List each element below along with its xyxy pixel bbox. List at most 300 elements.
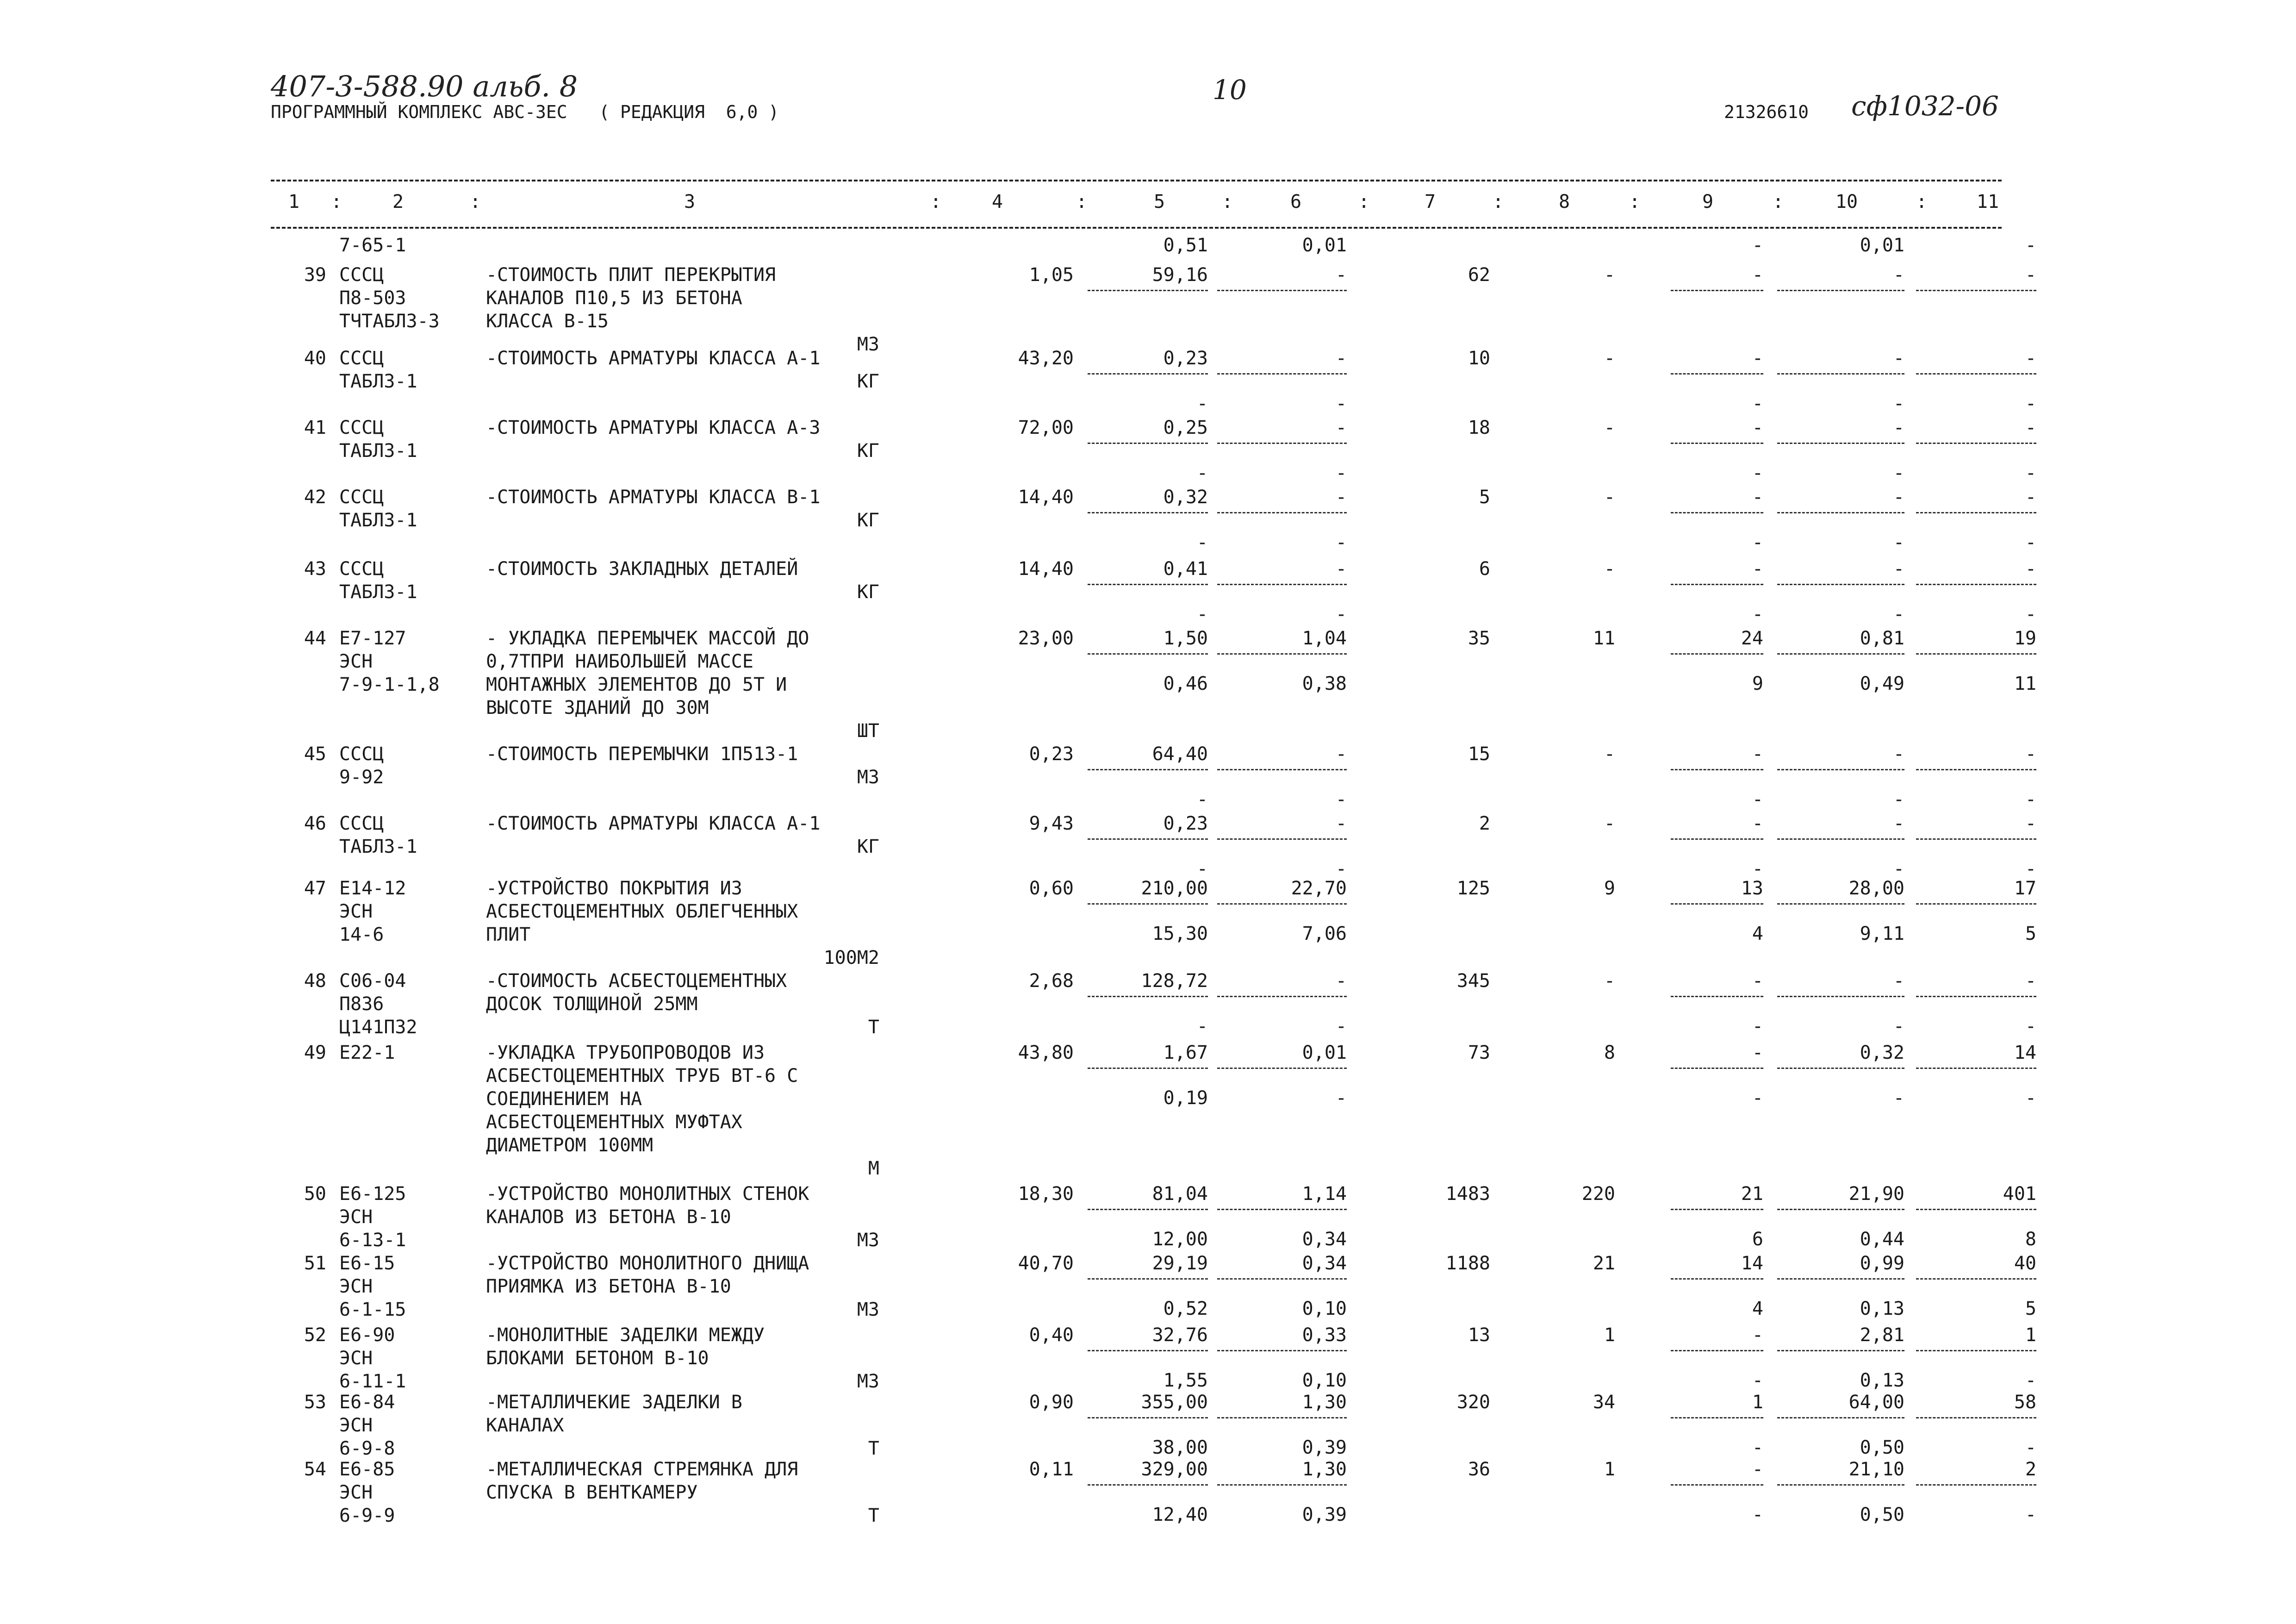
row-description: -СТОИМОСТЬ ЗАКЛАДНЫХ ДЕТАЛЕЙ: [486, 558, 798, 580]
row-c5-top: 1,50: [1163, 628, 1208, 649]
row-c9-top: -: [1752, 813, 1763, 834]
row-c10-divider: [1777, 1278, 1904, 1280]
row-code: ЭСН: [339, 1482, 373, 1503]
row-c11-divider: [1916, 769, 2036, 770]
row-c6-divider: [1217, 1068, 1347, 1069]
row-c5-bottom: -: [1196, 858, 1208, 880]
row-c11-bottom: -: [2025, 1437, 2036, 1458]
row-number: 50: [304, 1183, 326, 1205]
row-c9-bottom: 4: [1752, 1298, 1763, 1319]
row-c6-bottom: 0,39: [1302, 1504, 1347, 1525]
row-quantity: 0,60: [1029, 878, 1074, 899]
row-c5-top: 355,00: [1141, 1392, 1208, 1413]
row-c7: 5: [1479, 487, 1490, 508]
column-separator: :: [1493, 191, 1504, 212]
row-code: С06-04: [339, 970, 406, 992]
row-quantity: 43,20: [1018, 348, 1074, 369]
row-c10-top: -: [1893, 348, 1904, 369]
row-c5-divider: [1088, 769, 1208, 770]
row-c10-top: -: [1893, 487, 1904, 508]
row-c5-divider: [1088, 290, 1208, 291]
row-c11-top: 14: [2014, 1042, 2036, 1063]
row-unit: КГ: [857, 440, 879, 462]
row-description: -СТОИМОСТЬ АРМАТУРЫ КЛАССА В-1: [486, 487, 821, 508]
row-c5-top: 32,76: [1152, 1324, 1208, 1346]
row-c10-divider: [1777, 769, 1904, 770]
row-c11-top: -: [2025, 558, 2036, 580]
row-code: ТАБЛ3-1: [339, 836, 417, 857]
row-unit: М: [868, 1158, 879, 1179]
row-description: -СТОИМОСТЬ ПЛИТ ПЕРЕКРЫТИЯ: [486, 264, 776, 286]
row-c6-top: 0,01: [1302, 1042, 1347, 1063]
row-unit: Т: [868, 1505, 879, 1526]
row-c11-top: 17: [2014, 878, 2036, 899]
row-code: ЭСН: [339, 1276, 373, 1297]
row-c9-divider: [1671, 373, 1763, 375]
row-c10-top: -: [1893, 813, 1904, 834]
row-c5-bottom: 0,46: [1163, 673, 1208, 694]
row-number: 45: [304, 743, 326, 765]
row-code: 6-13-1: [339, 1230, 406, 1251]
row-c11-bottom: -: [2025, 1016, 2036, 1037]
row-code: 6-9-8: [339, 1438, 395, 1459]
row-c8: 1: [1604, 1459, 1615, 1480]
row-c9-divider: [1671, 1417, 1763, 1418]
row-c8: -: [1604, 743, 1615, 765]
row-c9-bottom: -: [1752, 1087, 1763, 1109]
row-c10-bottom: -: [1893, 532, 1904, 553]
row-c11-top: 19: [2014, 628, 2036, 649]
row-c10-bottom: -: [1893, 393, 1904, 414]
row-c9-top: -: [1752, 348, 1763, 369]
row-c10-top: 0,32: [1860, 1042, 1904, 1063]
page-number: 10: [1213, 74, 1247, 106]
row-c5-divider: [1088, 903, 1208, 905]
row-code: Е6-85: [339, 1459, 395, 1480]
row-quantity: 72,00: [1018, 417, 1074, 438]
row-c7: 2: [1479, 813, 1490, 834]
row-c5-divider: [1088, 443, 1208, 444]
column-separator: :: [930, 191, 942, 212]
row-c6-bottom: -: [1335, 604, 1347, 625]
row-c10-divider: [1777, 584, 1904, 585]
row-c6-top: -: [1335, 813, 1347, 834]
row-c6-divider: [1217, 512, 1347, 513]
column-header-1: 1: [288, 191, 300, 212]
row-c5-divider: [1088, 584, 1208, 585]
row-code: 6-11-1: [339, 1371, 406, 1392]
row-c11-bottom: 5: [2025, 1298, 2036, 1319]
row-code: Е22-1: [339, 1042, 395, 1063]
row-c11-divider: [1916, 838, 2036, 840]
row-c11-top: 401: [2003, 1183, 2036, 1205]
row-c5-divider: [1088, 653, 1208, 655]
row-c10-bottom: 0,44: [1860, 1229, 1904, 1250]
row-c5-bottom: -: [1196, 604, 1208, 625]
row-description: АСБЕСТОЦЕМЕНТНЫХ ОБЛЕГЧЕННЫХ: [486, 901, 798, 922]
row-c10-bottom: -: [1893, 858, 1904, 880]
row-number: 51: [304, 1253, 326, 1274]
row-c9-bottom: -: [1752, 1437, 1763, 1458]
row-c5-top: 210,00: [1141, 878, 1208, 899]
row-c5-top: 29,19: [1152, 1253, 1208, 1274]
row-c5-divider: [1088, 996, 1208, 997]
row-c9-top: 21: [1741, 1183, 1763, 1205]
row-unit: КГ: [857, 836, 879, 857]
row-c6-bottom: -: [1335, 858, 1347, 880]
row-description: КЛАССА В-15: [486, 311, 609, 332]
row-number: 47: [304, 878, 326, 899]
row-unit: 100М2: [823, 947, 879, 968]
row-c9-bottom: -: [1752, 1016, 1763, 1037]
column-separator: :: [1629, 191, 1641, 212]
row-c9-divider: [1671, 443, 1763, 444]
carryover-col9: -: [1752, 235, 1763, 256]
row-c5-bottom: 15,30: [1152, 923, 1208, 944]
row-c9-bottom: -: [1752, 858, 1763, 880]
row-code: Е6-90: [339, 1324, 395, 1346]
row-c8: 220: [1581, 1183, 1615, 1205]
table-top-rule: [271, 180, 2002, 181]
row-c6-bottom: -: [1335, 462, 1347, 484]
column-header-10: 10: [1835, 191, 1858, 212]
row-number: 39: [304, 264, 326, 286]
row-unit: М3: [857, 1299, 879, 1320]
row-c5-top: 0,41: [1163, 558, 1208, 580]
row-quantity: 14,40: [1018, 558, 1074, 580]
row-c10-top: 28,00: [1848, 878, 1904, 899]
row-description: -УКЛАДКА ТРУБОПРОВОДОВ ИЗ: [486, 1042, 765, 1063]
row-description: - УКЛАДКА ПЕРЕМЫЧЕК МАССОЙ ДО: [486, 628, 809, 649]
row-c5-top: 0,23: [1163, 813, 1208, 834]
row-c5-divider: [1088, 1484, 1208, 1486]
program-line: ПРОГРАММНЫЙ КОМПЛЕКС АВС-3ЕС ( РЕДАКЦИЯ 6,0 ): [271, 102, 779, 122]
row-description: -МЕТАЛЛИЧЕКИЕ ЗАДЕЛКИ В: [486, 1392, 742, 1413]
row-code: ЭСН: [339, 1206, 373, 1228]
row-c9-bottom: 4: [1752, 923, 1763, 944]
row-description: АСБЕСТОЦЕМЕНТНЫХ ТРУБ ВТ-6 С: [486, 1065, 798, 1087]
row-c9-divider: [1671, 996, 1763, 997]
row-c6-top: 1,30: [1302, 1459, 1347, 1480]
row-c8: -: [1604, 970, 1615, 992]
row-code: ТАБЛ3-1: [339, 371, 417, 392]
row-c6-divider: [1217, 1417, 1347, 1418]
row-c5-divider: [1088, 838, 1208, 840]
row-c9-top: -: [1752, 970, 1763, 992]
row-c10-top: 64,00: [1848, 1392, 1904, 1413]
row-c9-divider: [1671, 1350, 1763, 1351]
row-c5-bottom: 0,52: [1163, 1298, 1208, 1319]
row-c6-top: 1,14: [1302, 1183, 1347, 1205]
row-number: 41: [304, 417, 326, 438]
row-c7: 36: [1468, 1459, 1490, 1480]
row-c5-divider: [1088, 1209, 1208, 1210]
column-separator: :: [1076, 191, 1088, 212]
row-c6-top: -: [1335, 558, 1347, 580]
row-c9-divider: [1671, 903, 1763, 905]
row-c5-bottom: -: [1196, 532, 1208, 553]
row-c6-bottom: 0,38: [1302, 673, 1347, 694]
row-number: 43: [304, 558, 326, 580]
row-c5-top: 1,67: [1163, 1042, 1208, 1063]
row-c9-divider: [1671, 769, 1763, 770]
column-separator: :: [1916, 191, 1928, 212]
row-code: Е6-15: [339, 1253, 395, 1274]
row-c8: -: [1604, 558, 1615, 580]
row-description: СПУСКА В ВЕНТКАМЕРУ: [486, 1482, 698, 1503]
row-c11-top: -: [2025, 487, 2036, 508]
row-c10-bottom: 0,49: [1860, 673, 1904, 694]
row-c10-top: 2,81: [1860, 1324, 1904, 1346]
row-code: СССЦ: [339, 417, 384, 438]
row-quantity: 0,40: [1029, 1324, 1074, 1346]
row-c11-bottom: 11: [2014, 673, 2036, 694]
column-separator: :: [1358, 191, 1370, 212]
row-description: -СТОИМОСТЬ ПЕРЕМЫЧКИ 1П513-1: [486, 743, 798, 765]
row-description: -СТОИМОСТЬ АРМАТУРЫ КЛАССА А-3: [486, 417, 821, 438]
row-c8: -: [1604, 348, 1615, 369]
row-c5-divider: [1088, 512, 1208, 513]
row-c6-bottom: 0,34: [1302, 1229, 1347, 1250]
row-c6-top: 22,70: [1291, 878, 1347, 899]
row-c6-bottom: 0,10: [1302, 1298, 1347, 1319]
row-c5-top: 81,04: [1152, 1183, 1208, 1205]
row-quantity: 14,40: [1018, 487, 1074, 508]
row-c11-bottom: -: [2025, 789, 2036, 810]
row-number: 42: [304, 487, 326, 508]
row-c8: 11: [1593, 628, 1615, 649]
row-description: КАНАЛОВ П10,5 ИЗ БЕТОНА: [486, 287, 742, 309]
row-c5-divider: [1088, 373, 1208, 375]
row-c6-top: -: [1335, 970, 1347, 992]
row-c6-bottom: -: [1335, 1016, 1347, 1037]
row-c6-divider: [1217, 1350, 1347, 1351]
row-quantity: 0,11: [1029, 1459, 1074, 1480]
row-c9-divider: [1671, 838, 1763, 840]
document-number: 21326610: [1724, 102, 1809, 122]
row-code: 7-9-1-1,8: [339, 674, 440, 695]
row-c9-divider: [1671, 1068, 1763, 1069]
row-c9-divider: [1671, 1209, 1763, 1210]
row-c6-bottom: -: [1335, 1087, 1347, 1109]
row-c9-top: -: [1752, 417, 1763, 438]
row-c5-bottom: -: [1196, 1016, 1208, 1037]
row-code: П8-503: [339, 287, 406, 309]
row-c11-divider: [1916, 1350, 2036, 1351]
row-c5-top: 59,16: [1152, 264, 1208, 286]
row-c5-bottom: 12,40: [1152, 1504, 1208, 1525]
row-c8: 8: [1604, 1042, 1615, 1063]
row-c9-bottom: -: [1752, 789, 1763, 810]
row-c5-top: 0,32: [1163, 487, 1208, 508]
row-c5-top: 128,72: [1141, 970, 1208, 992]
row-c9-divider: [1671, 1278, 1763, 1280]
column-separator: :: [470, 191, 481, 212]
row-c9-divider: [1671, 290, 1763, 291]
row-description: МОНТАЖНЫХ ЭЛЕМЕНТОВ ДО 5Т И: [486, 674, 787, 695]
row-c6-top: 1,30: [1302, 1392, 1347, 1413]
row-c6-divider: [1217, 769, 1347, 770]
row-c10-bottom: 9,11: [1860, 923, 1904, 944]
row-c11-top: -: [2025, 264, 2036, 286]
row-c11-top: -: [2025, 970, 2036, 992]
row-c5-top: 64,40: [1152, 743, 1208, 765]
row-code: Е6-84: [339, 1392, 395, 1413]
row-c11-divider: [1916, 1278, 2036, 1280]
row-c11-divider: [1916, 903, 2036, 905]
row-quantity: 1,05: [1029, 264, 1074, 286]
row-c11-divider: [1916, 443, 2036, 444]
row-c11-bottom: -: [2025, 462, 2036, 484]
column-header-4: 4: [991, 191, 1003, 212]
row-code: ТАБЛ3-1: [339, 510, 417, 531]
row-c9-bottom: -: [1752, 393, 1763, 414]
row-c10-divider: [1777, 1417, 1904, 1418]
row-c8: -: [1604, 417, 1615, 438]
row-c10-top: 0,99: [1860, 1253, 1904, 1274]
row-c8: -: [1604, 813, 1615, 834]
row-c10-divider: [1777, 1484, 1904, 1486]
row-c10-divider: [1777, 290, 1904, 291]
row-c11-divider: [1916, 1068, 2036, 1069]
row-unit: М3: [857, 1371, 879, 1392]
row-c6-divider: [1217, 290, 1347, 291]
row-c10-top: 21,90: [1848, 1183, 1904, 1205]
row-c5-bottom: -: [1196, 393, 1208, 414]
row-description: 0,7ТПРИ НАИБОЛЬШЕЙ МАССЕ: [486, 651, 753, 672]
row-c5-divider: [1088, 1417, 1208, 1418]
row-c9-top: 1: [1752, 1392, 1763, 1413]
row-c10-divider: [1777, 1209, 1904, 1210]
row-c6-top: -: [1335, 348, 1347, 369]
row-c9-top: 13: [1741, 878, 1763, 899]
column-separator: :: [1222, 191, 1233, 212]
row-c7: 62: [1468, 264, 1490, 286]
row-c11-bottom: 8: [2025, 1229, 2036, 1250]
row-code: ЭСН: [339, 1348, 373, 1369]
carryover-col10: 0,01: [1860, 235, 1904, 256]
row-description: БЛОКАМИ БЕТОНОМ В-10: [486, 1348, 709, 1369]
row-c10-divider: [1777, 653, 1904, 655]
row-c9-top: 14: [1741, 1253, 1763, 1274]
row-c11-top: -: [2025, 813, 2036, 834]
row-description: ДОСОК ТОЛЩИНОЙ 25ММ: [486, 993, 698, 1015]
row-code: СССЦ: [339, 743, 384, 765]
row-c10-top: 0,81: [1860, 628, 1904, 649]
row-c5-divider: [1088, 1278, 1208, 1280]
row-quantity: 43,80: [1018, 1042, 1074, 1063]
row-c6-divider: [1217, 903, 1347, 905]
row-c9-top: -: [1752, 487, 1763, 508]
column-header-11: 11: [1976, 191, 1999, 212]
row-description: -МОНОЛИТНЫЕ ЗАДЕЛКИ МЕЖДУ: [486, 1324, 765, 1346]
row-number: 54: [304, 1459, 326, 1480]
row-c7: 10: [1468, 348, 1490, 369]
column-header-5: 5: [1153, 191, 1165, 212]
row-unit: Т: [868, 1017, 879, 1038]
row-c11-top: -: [2025, 348, 2036, 369]
row-unit: Т: [868, 1438, 879, 1459]
row-c5-bottom: 38,00: [1152, 1437, 1208, 1458]
row-c10-bottom: 0,50: [1860, 1437, 1904, 1458]
row-quantity: 23,00: [1018, 628, 1074, 649]
row-c7: 345: [1456, 970, 1490, 992]
row-c10-top: -: [1893, 558, 1904, 580]
row-code: ЭСН: [339, 651, 373, 672]
row-c10-bottom: 0,50: [1860, 1504, 1904, 1525]
row-c9-bottom: 9: [1752, 673, 1763, 694]
row-c8: 34: [1593, 1392, 1615, 1413]
row-c6-top: 1,04: [1302, 628, 1347, 649]
row-code: Е14-12: [339, 878, 406, 899]
row-c8: 9: [1604, 878, 1615, 899]
row-number: 52: [304, 1324, 326, 1346]
row-c9-bottom: -: [1752, 1370, 1763, 1391]
row-c7: 1188: [1445, 1253, 1490, 1274]
row-code: СССЦ: [339, 264, 384, 286]
row-quantity: 0,90: [1029, 1392, 1074, 1413]
row-c8: -: [1604, 487, 1615, 508]
column-header-7: 7: [1424, 191, 1436, 212]
row-c10-divider: [1777, 996, 1904, 997]
row-c7: 1483: [1445, 1183, 1490, 1205]
row-c11-divider: [1916, 373, 2036, 375]
row-c5-bottom: 1,55: [1163, 1370, 1208, 1391]
row-c6-divider: [1217, 838, 1347, 840]
row-c9-bottom: -: [1752, 462, 1763, 484]
row-c6-top: -: [1335, 487, 1347, 508]
row-c6-bottom: 7,06: [1302, 923, 1347, 944]
row-c9-bottom: -: [1752, 532, 1763, 553]
row-c11-bottom: -: [2025, 532, 2036, 553]
row-code: ТАБЛ3-1: [339, 581, 417, 603]
row-quantity: 9,43: [1029, 813, 1074, 834]
row-code: СССЦ: [339, 487, 384, 508]
row-c6-divider: [1217, 1484, 1347, 1486]
row-code: Е7-127: [339, 628, 406, 649]
row-c5-bottom: 12,00: [1152, 1229, 1208, 1250]
row-code: ЭСН: [339, 1415, 373, 1436]
row-c10-divider: [1777, 1350, 1904, 1351]
row-number: 46: [304, 813, 326, 834]
row-c10-top: -: [1893, 743, 1904, 765]
row-description: КАНАЛОВ ИЗ БЕТОНА В-10: [486, 1206, 731, 1228]
row-c9-bottom: -: [1752, 1504, 1763, 1525]
carryover-col11: -: [2025, 235, 2036, 256]
row-c11-top: 1: [2025, 1324, 2036, 1346]
row-unit: М3: [857, 1230, 879, 1251]
row-description: СОЕДИНЕНИЕМ НА: [486, 1088, 642, 1110]
row-c11-divider: [1916, 1417, 2036, 1418]
row-description: -СТОИМОСТЬ АРМАТУРЫ КЛАССА А-1: [486, 813, 821, 834]
row-code: ЭСН: [339, 901, 373, 922]
row-c7: 35: [1468, 628, 1490, 649]
row-code: ТАБЛ3-1: [339, 440, 417, 462]
row-code: 14-6: [339, 924, 384, 945]
row-number: 53: [304, 1392, 326, 1413]
row-code: СССЦ: [339, 813, 384, 834]
row-c10-top: -: [1893, 970, 1904, 992]
row-c5-bottom: -: [1196, 789, 1208, 810]
row-unit: КГ: [857, 510, 879, 531]
row-description: -СТОИМОСТЬ АРМАТУРЫ КЛАССА А-1: [486, 348, 821, 369]
row-c11-divider: [1916, 653, 2036, 655]
row-c6-bottom: -: [1335, 789, 1347, 810]
column-header-2: 2: [392, 191, 404, 212]
row-description: ПРИЯМКА ИЗ БЕТОНА В-10: [486, 1276, 731, 1297]
carryover-col5: 0,51: [1163, 235, 1208, 256]
table-header-rule: [271, 227, 2002, 229]
